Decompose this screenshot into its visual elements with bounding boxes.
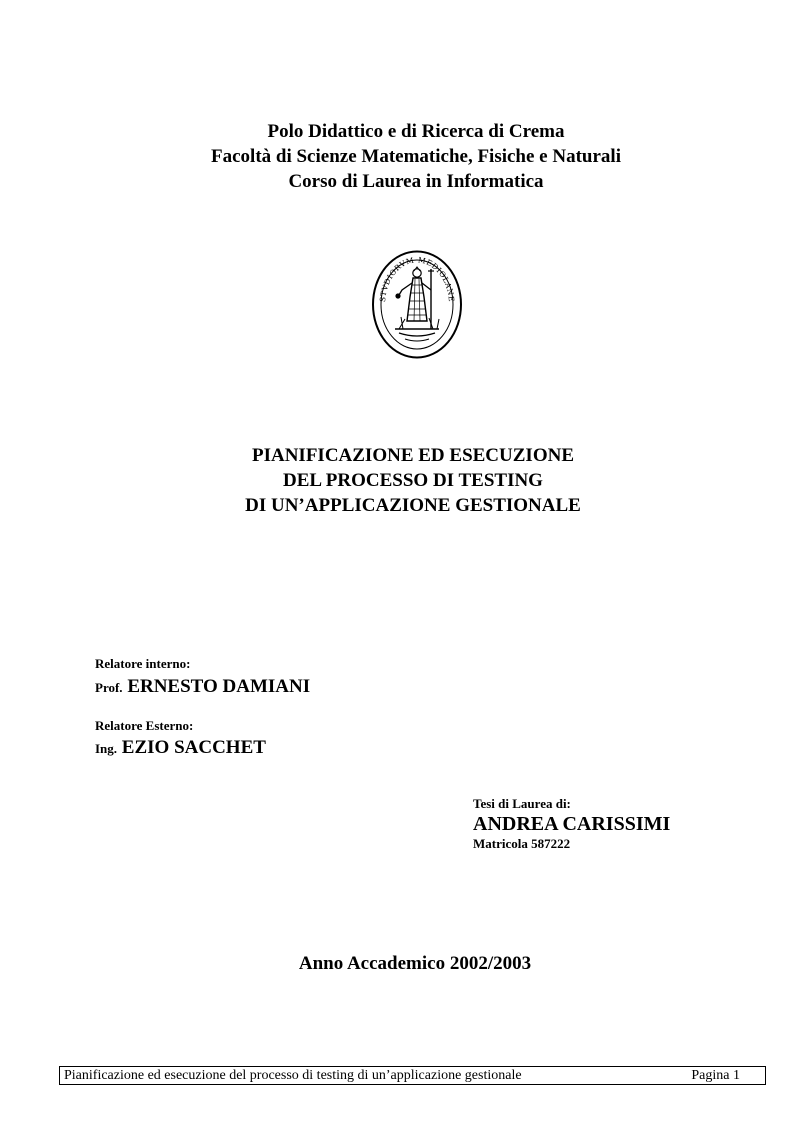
title-line: DEL PROCESSO DI TESTING (283, 470, 543, 491)
internal-supervisor-label: Relatore interno: (95, 656, 191, 671)
external-supervisor-label: Relatore Esterno: (95, 718, 194, 733)
page-footer (59, 1066, 766, 1085)
author-label: Tesi di Laurea di: (473, 796, 571, 811)
author-name: ANDREA CARISSIMI (473, 813, 671, 835)
student-id: Matricola 587222 (473, 836, 571, 851)
external-supervisor-title: Ing. (95, 741, 118, 756)
title-line: DI UN’APPLICAZIONE GESTIONALE (245, 495, 581, 516)
title-line: PIANIFICAZIONE ED ESECUZIONE (251, 445, 574, 466)
internal-supervisor-title: Prof. (95, 680, 123, 695)
internal-supervisor-block (95, 656, 190, 672)
internal-supervisor-name: ERNESTO DAMIANI (127, 676, 311, 697)
internal-supervisor-name-line (95, 676, 310, 699)
external-supervisor-block (95, 718, 193, 734)
thesis-title (0, 443, 793, 518)
author-block (473, 796, 670, 852)
university-seal-icon (371, 249, 463, 360)
institution-header (0, 119, 793, 194)
institution-line: Polo Didattico e di Ricerca di Crema (267, 121, 565, 142)
academic-year: Anno Accademico 2002/2003 (298, 953, 532, 974)
faculty-line: Facoltà di Scienze Matematiche, Fisiche e Naturali (211, 146, 621, 167)
page-number: Pagina 1 (691, 1068, 740, 1083)
footer-title: Pianificazione ed esecuzione del processo di testing di un’applicazione gestionale (64, 1068, 522, 1083)
degree-course-line: Corso di Laurea in Informatica (288, 171, 544, 192)
external-supervisor-name-line (95, 737, 266, 760)
external-supervisor-name: EZIO SACCHET (121, 737, 266, 758)
svg-text:STVDIORVM MEDIOLANENSIS UNIVER: STVDIORVM MEDIOLANE (378, 255, 456, 303)
